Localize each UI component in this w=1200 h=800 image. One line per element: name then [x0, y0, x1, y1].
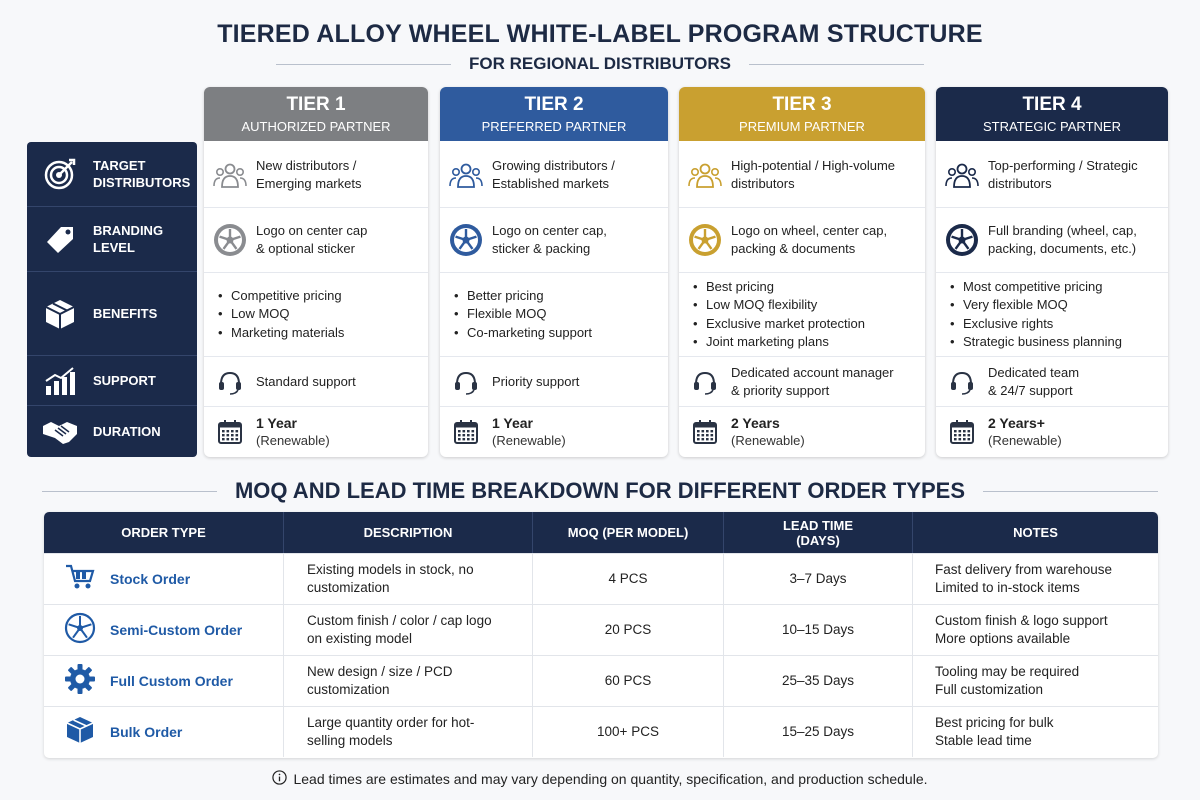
calendar-icon	[936, 418, 988, 446]
row-label-support	[27, 356, 197, 406]
tier-subtitle: AUTHORIZED PARTNER	[241, 119, 391, 134]
tier-header	[679, 87, 925, 141]
tier-branding-cell	[679, 207, 925, 272]
calendar-icon	[679, 418, 731, 446]
benefit-item: • Strategic business planning	[950, 333, 1122, 352]
calendar-icon	[204, 418, 256, 446]
tier-subtitle: PREMIUM PARTNER	[739, 119, 865, 134]
cell-line: Logo on center cap	[256, 223, 368, 238]
section-title: MOQ AND LEAD TIME BREAKDOWN FOR DIFFERENT ORDER TYPES	[234, 478, 966, 503]
page-subtitle: FOR REGIONAL DISTRIBUTORS	[469, 54, 731, 73]
tier-header	[204, 87, 428, 141]
notes-cell	[913, 707, 1158, 757]
column-header: ORDER TYPE	[44, 512, 284, 553]
tier-name: TIER 1	[286, 94, 346, 115]
header-line: LEAD TIME	[782, 517, 854, 533]
label-line: BRANDING	[93, 223, 164, 238]
tier-benefits-cell	[936, 272, 1168, 356]
footnote-text: Lead times are estimates and may vary depending on quantity, specification, and production schedule.	[293, 771, 928, 787]
cell-line: packing, documents, etc.)	[988, 241, 1137, 256]
tier-card-4	[936, 87, 1168, 457]
column-header: MOQ (PER MODEL)	[533, 512, 724, 553]
cell-line: Logo on center cap,	[492, 223, 607, 238]
row-label-target	[27, 142, 197, 207]
label-line: LEVEL	[93, 240, 135, 255]
cell-line: Limited to in-stock items	[935, 580, 1080, 595]
cell-line: Established markets	[492, 175, 610, 191]
cell-line: Full customization	[935, 682, 1044, 697]
order-type-name: Bulk Order	[110, 724, 183, 740]
moq-cell: 4 PCS	[533, 554, 724, 604]
info-icon	[272, 770, 287, 788]
divider	[42, 491, 217, 492]
order-type-name: Semi-Custom Order	[110, 622, 243, 638]
benefit-item: • Better pricing	[454, 287, 592, 306]
tier-benefits-cell	[204, 272, 428, 356]
cell-line: on existing model	[307, 631, 413, 646]
tier-name: TIER 3	[772, 94, 832, 115]
crate-icon	[64, 714, 96, 751]
tier-branding-cell	[936, 207, 1168, 272]
wheel-icon	[440, 222, 492, 258]
tier-header	[936, 87, 1168, 141]
duration-note: (Renewable)	[492, 433, 566, 448]
tier-benefits-cell	[679, 272, 925, 356]
box-icon	[27, 297, 93, 331]
cart-icon	[64, 563, 96, 596]
cell-line: Logo on wheel, center cap,	[731, 223, 888, 238]
cell-line: Standard support	[256, 373, 356, 389]
tier-target-cell	[204, 142, 428, 207]
benefit-item: • Competitive pricing	[218, 287, 344, 306]
cell-line: packing & documents	[731, 241, 856, 256]
divider	[749, 64, 924, 65]
benefit-item: • Co-marketing support	[454, 324, 592, 343]
gear-icon	[64, 663, 96, 700]
tier-benefits-cell	[440, 272, 668, 356]
handshake-icon	[27, 418, 93, 446]
cell-line: customization	[307, 682, 390, 697]
duration-value: 2 Years+	[988, 415, 1045, 431]
tier-card-3	[679, 87, 925, 457]
row-label-column	[27, 142, 197, 457]
moq-cell: 60 PCS	[533, 656, 724, 706]
row-label-duration	[27, 406, 197, 457]
description-cell	[284, 605, 533, 655]
cell-line: Full branding (wheel, cap,	[988, 223, 1137, 238]
order-type-cell	[44, 656, 284, 706]
column-header	[724, 512, 913, 553]
growth-chart-icon	[27, 366, 93, 396]
benefit-item: • Marketing materials	[218, 324, 344, 343]
benefits-list	[679, 278, 865, 352]
cell-line: High-potential / High-volume	[731, 157, 896, 173]
table-row	[44, 706, 1158, 757]
duration-value: 1 Year	[256, 415, 298, 431]
benefit-item: • Most competitive pricing	[950, 278, 1122, 297]
notes-cell	[913, 656, 1158, 706]
label-line: DISTRIBUTORS	[93, 175, 191, 190]
column-header: NOTES	[1013, 525, 1058, 540]
column-header: DESCRIPTION	[284, 512, 533, 553]
tag-icon	[27, 222, 93, 256]
benefits-list	[936, 278, 1122, 352]
cell-line: Dedicated team	[988, 364, 1080, 380]
cell-line: More options available	[935, 631, 1071, 646]
description-cell	[284, 554, 533, 604]
moq-cell: 20 PCS	[533, 605, 724, 655]
page-title: TIERED ALLOY WHEEL WHITE-LABEL PROGRAM STRUCTURE	[217, 20, 983, 48]
tier-duration-cell	[936, 406, 1168, 457]
cell-line: Existing models in stock, no	[307, 562, 474, 577]
order-type-name: Stock Order	[110, 571, 191, 587]
cell-line: & optional sticker	[256, 241, 355, 256]
cell-line: distributors	[731, 175, 795, 191]
duration-value: 1 Year	[492, 415, 534, 431]
cell-line: distributors	[988, 175, 1052, 191]
calendar-icon	[440, 418, 492, 446]
headset-icon	[204, 368, 256, 396]
tier-target-cell	[440, 142, 668, 207]
divider	[276, 64, 451, 65]
row-label-branding	[27, 207, 197, 272]
tier-subtitle: STRATEGIC PARTNER	[983, 119, 1121, 134]
wheel-icon	[679, 222, 731, 258]
duration-note: (Renewable)	[731, 433, 805, 448]
headset-icon	[440, 368, 492, 396]
tier-branding-cell	[204, 207, 428, 272]
moq-cell: 100+ PCS	[533, 707, 724, 757]
notes-cell	[913, 554, 1158, 604]
cell-line: Dedicated account manager	[731, 364, 894, 380]
tier-duration-cell	[679, 406, 925, 457]
divider	[983, 491, 1158, 492]
order-type-cell	[44, 707, 284, 757]
tier-support-cell	[204, 356, 428, 406]
tier-target-cell	[936, 142, 1168, 207]
headset-icon	[679, 368, 731, 396]
description-cell	[284, 707, 533, 757]
group-icon	[679, 161, 731, 189]
tier-header	[440, 87, 668, 141]
label-line: SUPPORT	[93, 373, 156, 388]
benefit-item: • Very flexible MOQ	[950, 296, 1122, 315]
group-icon	[204, 161, 256, 189]
label-line: DURATION	[93, 424, 161, 439]
tier-name: TIER 2	[524, 94, 584, 115]
cell-line: sticker & packing	[492, 241, 591, 256]
cell-line: Custom finish & logo support	[935, 613, 1108, 628]
benefit-item: • Flexible MOQ	[454, 305, 592, 324]
row-label-benefits	[27, 272, 197, 356]
cell-line: Fast delivery from warehouse	[935, 562, 1113, 577]
benefit-item: • Low MOQ	[218, 305, 344, 324]
benefits-list	[204, 287, 344, 343]
cell-line: Growing distributors /	[492, 157, 615, 173]
tier-target-cell	[679, 142, 925, 207]
tier-subtitle: PREFERRED PARTNER	[481, 119, 627, 134]
moq-table	[44, 512, 1158, 758]
tier-support-cell	[936, 356, 1168, 406]
tier-name: TIER 4	[1022, 94, 1082, 115]
cell-line: Priority support	[492, 373, 580, 389]
order-type-cell	[44, 554, 284, 604]
tier-card-1	[204, 87, 428, 457]
duration-value: 2 Years	[731, 415, 780, 431]
tier-branding-cell	[440, 207, 668, 272]
lead-time-cell: 10–15 Days	[724, 605, 913, 655]
notes-cell	[913, 605, 1158, 655]
lead-time-cell: 15–25 Days	[724, 707, 913, 757]
cell-line: selling models	[307, 733, 393, 748]
table-header	[44, 512, 1158, 553]
cell-line: customization	[307, 580, 390, 595]
order-type-cell	[44, 605, 284, 655]
label-line: BENEFITS	[93, 306, 158, 321]
wheel-icon	[64, 612, 96, 649]
table-row	[44, 604, 1158, 655]
group-icon	[936, 161, 988, 189]
wheel-icon	[204, 222, 256, 258]
benefit-item: • Exclusive rights	[950, 315, 1122, 334]
subtitle-row	[0, 54, 1200, 74]
moq-section-header	[0, 478, 1200, 504]
tier-support-cell	[440, 356, 668, 406]
target-icon	[27, 157, 93, 191]
benefits-list	[440, 287, 592, 343]
cell-line: Emerging markets	[256, 175, 362, 191]
cell-line: & 24/7 support	[988, 382, 1073, 398]
cell-line: Large quantity order for hot-	[307, 715, 475, 730]
footnote	[0, 770, 1200, 788]
label-line: TARGET	[93, 158, 146, 173]
lead-time-cell: 25–35 Days	[724, 656, 913, 706]
tier-support-cell	[679, 356, 925, 406]
lead-time-cell: 3–7 Days	[724, 554, 913, 604]
duration-note: (Renewable)	[988, 433, 1062, 448]
cell-line: New distributors /	[256, 157, 357, 173]
cell-line: New design / size / PCD	[307, 664, 453, 679]
description-cell	[284, 656, 533, 706]
cell-line: Best pricing for bulk	[935, 715, 1054, 730]
benefit-item: • Best pricing	[693, 278, 865, 297]
cell-line: Tooling may be required	[935, 664, 1080, 679]
header-line: (DAYS)	[796, 532, 840, 548]
tier-duration-cell	[204, 406, 428, 457]
cell-line: Top-performing / Strategic	[988, 157, 1138, 173]
cell-line: & priority support	[731, 382, 830, 398]
benefit-item: • Exclusive market protection	[693, 315, 865, 334]
cell-line: Custom finish / color / cap logo	[307, 613, 492, 628]
table-row	[44, 553, 1158, 604]
group-icon	[440, 161, 492, 189]
tier-duration-cell	[440, 406, 668, 457]
cell-line: Stable lead time	[935, 733, 1032, 748]
duration-note: (Renewable)	[256, 433, 330, 448]
table-row	[44, 655, 1158, 706]
headset-icon	[936, 368, 988, 396]
tier-card-2	[440, 87, 668, 457]
order-type-name: Full Custom Order	[110, 673, 233, 689]
wheel-icon	[936, 222, 988, 258]
benefit-item: • Joint marketing plans	[693, 333, 865, 352]
benefit-item: • Low MOQ flexibility	[693, 296, 865, 315]
